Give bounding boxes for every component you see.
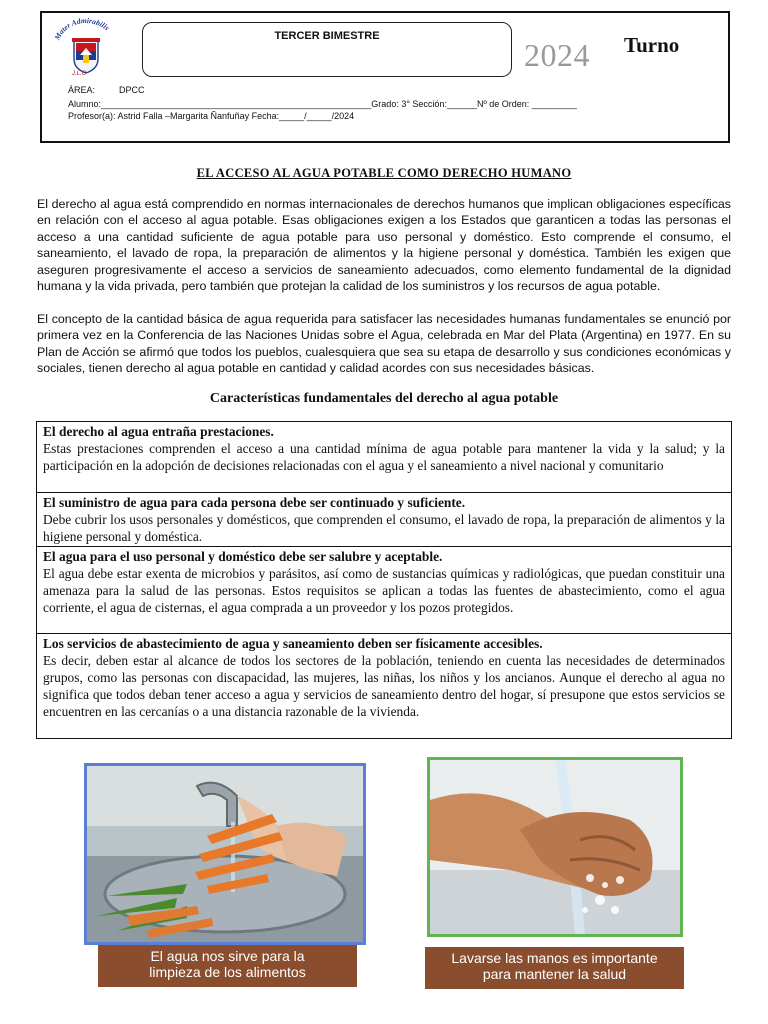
table-row (37, 547, 731, 634)
caption-hands (425, 947, 684, 989)
teacher-line: Profesor(a): Astrid Falla –Margarita Ñanfuñay Fecha:_____/_____/2024 (68, 111, 355, 121)
washing-hands-image (427, 757, 683, 937)
paragraph-1: El derecho al agua está comprendido en normas internacionales de derechos humanos que implican obligaciones específicas en relación con el acceso al agua potable. Esas obligaciones exigen a los Estados que garanticen a todas las personas el acceso a una cantidad suficiente de agua potable para uso personal y doméstico. Esto comprende el consumo, el saneamiento, el lavado de ropa, la preparación de alimentos y la higiene personal y doméstica. También les exigen que aseguren progresivamente el acceso a servicios de saneamiento adecuados, como elemento fundamental de la dignidad humana y la vida privada, pero también que protejan la calidad de los suministros y los recursos de agua potable. (37, 197, 731, 294)
caption-vegetables-line1: El agua nos sirve para la (150, 948, 305, 964)
row-heading: El derecho al agua entraña prestaciones. (43, 424, 274, 439)
logo-initials: J.L.O (72, 71, 87, 77)
row-heading: El suministro de agua para cada persona debe ser continuado y suficiente. (43, 495, 466, 510)
row-heading: Los servicios de abastecimiento de agua y saneamiento deben ser físicamente accesibles. (43, 636, 543, 651)
turno-label: Turno (624, 33, 680, 57)
row-body: Estas prestaciones comprenden el acceso a una cantidad mínima de agua potable para mantener la vida y la salud; y la participación en la adopción de decisiones relacionadas con el agua y el saneamiento a nivel nacional y comunitario (43, 441, 725, 473)
caption-hands-line2: para mantener la salud (482, 966, 627, 982)
row-heading: El agua para el uso personal y doméstico debe ser salubre y aceptable. (43, 549, 443, 564)
washing-vegetables-image (84, 763, 366, 945)
bimester-title: TERCER BIMESTRE (274, 30, 380, 42)
student-line: Alumno:______________________________________________________Grado: 3° Sección:______Nº de Orden: _________ (68, 99, 577, 109)
svg-text:Mater Admirabilis: Mater Admirabilis (52, 17, 112, 42)
table-row (37, 422, 731, 493)
caption-vegetables (98, 945, 357, 987)
table-row (37, 493, 731, 547)
characteristics-table (36, 421, 732, 739)
caption-vegetables-line2: limpieza de los alimentos (149, 964, 306, 980)
area-label: ÁREA: (68, 85, 96, 95)
row-body: El agua debe estar exenta de microbios y parásitos, así como de sustancias químicas y radiológicas, que puedan constituir una amenaza para la salud de las personas. Estos requisitos se aplican a todas las fuentes de abastecimiento, como el agua corriente, el agua de cisternas, el agua comprada a un proveedor y los pozos protegidos. (43, 566, 725, 615)
header-box (40, 11, 730, 143)
paragraph-2: El concepto de la cantidad básica de agua requerida para satisfacer las necesidades humanas fundamentales se enunció por primera vez en la Conferencia de las Naciones Unidas sobre el Agua, celebrada en Mar del Plata (Argentina) en 1977. En su Plan de Acción se afirmó que todos los pueblos, cualesquiera que sea su etapa de desarrollo y sus condiciones económicas y sociales, tienen derecho al agua potable en cantidad y calidad acordes con sus necesidades básicas. (37, 312, 731, 376)
title-box (142, 22, 512, 77)
row-body: Debe cubrir los usos personales y domésticos, que comprenden el consumo, el lavado de ropa, la preparación de alimentos y la higiene personal y doméstica. (43, 512, 725, 544)
article-title: EL ACCESO AL AGUA POTABLE COMO DERECHO HUMANO (196, 166, 572, 180)
year-label: 2024 (524, 37, 590, 73)
area-line (68, 85, 145, 95)
row-body: Es decir, deben estar al alcance de todos los sectores de la población, teniendo en cuenta las necesidades de determinados grupos, como las personas con discapacidad, las mujeres, las niñas, los niños y los ancianos. Aunque el derecho al agua no significa que todos deban tener acceso a agua y servicios de saneamiento dentro del hogar, sí presupone que estos servicios se encuentren en las cercanías o a una distancia razonable de la vivienda. (43, 653, 725, 719)
characteristics-title: Características fundamentales del derecho al agua potable (209, 391, 559, 406)
area-value: DPCC (119, 85, 145, 95)
caption-hands-line1: Lavarse las manos es importante (451, 950, 658, 966)
table-row (37, 634, 731, 738)
